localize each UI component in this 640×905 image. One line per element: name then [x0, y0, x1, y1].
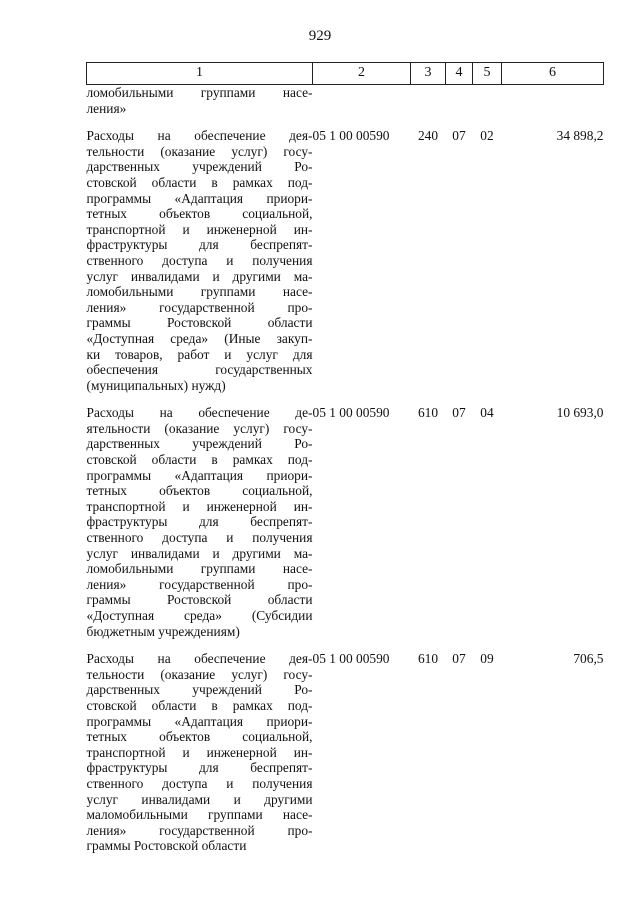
description-line: (муниципальных) нужд): [86, 377, 226, 393]
row-description: [87, 651, 313, 854]
description-line: стовской области в рамках под-: [86, 174, 313, 190]
description-line: стовской области в рамках под-: [86, 697, 313, 713]
description-line: транспортной и инженерной ин-: [86, 221, 313, 237]
row-expense-type: 610: [417, 651, 439, 667]
table-row: [87, 651, 604, 854]
description-line: стовской области в рамках под-: [86, 452, 313, 468]
row-subsection: 02: [480, 128, 494, 144]
description-line: услуг инвалидами и другими ма-: [86, 545, 313, 561]
description-line: граммы Ростовской области: [86, 315, 313, 331]
description-line: тельности (оказание услуг) госу-: [86, 143, 313, 159]
row-description: [87, 128, 313, 393]
description-line: граммы Ростовской области: [86, 592, 313, 608]
description-line: ственного доступа и получения: [86, 775, 313, 791]
description-line: «Доступная среда» (Субсидии: [86, 608, 313, 623]
description-line: обеспечения государственных: [86, 362, 313, 378]
description-line: ственного доступа и получения: [86, 530, 313, 546]
budget-table: [86, 62, 604, 854]
description-line: Расходы на обеспечение де-: [86, 405, 313, 421]
row-description: [87, 405, 313, 639]
table-row: [87, 85, 604, 117]
description-line: граммы Ростовской области: [86, 838, 247, 854]
description-line: Расходы на обеспечение дея-: [86, 128, 313, 144]
description-line: ственного доступа и получения: [86, 252, 313, 268]
description-line: тетных объектов социальной,: [86, 729, 313, 745]
row-spacer-cell: [87, 393, 604, 405]
header-col-2: 2: [313, 63, 411, 85]
description-line: дарственных учреждений Ро-: [86, 159, 313, 175]
description-line: транспортной и инженерной ин-: [86, 498, 313, 514]
description-line: фраструктуры для беспрепят-: [86, 514, 313, 530]
header-col-4: 4: [446, 63, 473, 85]
table-header: [87, 63, 604, 85]
description-line: Расходы на обеспечение дея-: [86, 651, 313, 667]
row-subsection: 04: [480, 405, 494, 421]
description-line: «Доступная среда» (Иные закуп-: [86, 330, 313, 346]
description-line: фраструктуры для беспрепят-: [86, 237, 313, 253]
description-line: программы «Адаптация приори-: [86, 190, 313, 206]
row-code: 05 1 00 00590: [312, 651, 390, 667]
row-amount: 34 898,2: [556, 128, 604, 144]
description-line: тетных объектов социальной,: [86, 483, 313, 499]
description-line: услуг инвалидами и другими: [86, 791, 313, 807]
header-col-1: 1: [87, 63, 313, 85]
header-col-6: 6: [502, 63, 604, 85]
row-spacer: [87, 116, 604, 128]
description-line: транспортной и инженерной ин-: [86, 744, 313, 760]
table-row: [87, 128, 604, 393]
row-code: 05 1 00 00590: [312, 405, 390, 421]
row-expense-type: 240: [417, 128, 439, 144]
row-section: 07: [452, 128, 466, 144]
row-amount: 10 693,0: [556, 405, 604, 421]
row-section: [446, 85, 473, 117]
row-amount: 706,5: [573, 651, 604, 667]
row-amount: [502, 85, 604, 117]
description-line: программы «Адаптация приори-: [86, 713, 313, 729]
row-spacer-cell: [87, 639, 604, 651]
row-spacer: [87, 639, 604, 651]
row-subsection: [473, 85, 502, 117]
description-line: ления» государственной про-: [86, 822, 313, 838]
header-col-3: 3: [411, 63, 446, 85]
row-section: 07: [452, 405, 466, 421]
row-description: [87, 85, 313, 117]
row-expense-type: [411, 85, 446, 117]
description-line: ки товаров, работ и услуг для: [86, 346, 313, 362]
description-line: ления» государственной про-: [86, 576, 313, 592]
description-line: маломобильными группами насе-: [86, 807, 313, 823]
row-section: 07: [452, 651, 466, 667]
row-subsection: 09: [480, 651, 494, 667]
row-spacer-cell: [87, 116, 604, 128]
description-line: ломобильными группами насе-: [86, 561, 313, 577]
table-row: [87, 405, 604, 639]
header-row: [87, 63, 604, 85]
description-line: фраструктуры для беспрепят-: [86, 760, 313, 776]
description-line: ления» государственной про-: [86, 299, 313, 315]
description-line: услуг инвалидами и другими ма-: [86, 268, 313, 284]
header-col-5: 5: [473, 63, 502, 85]
page-number: 929: [308, 28, 332, 44]
description-line: тельности (оказание услуг) госу-: [86, 666, 313, 682]
description-line: тетных объектов социальной,: [86, 206, 313, 222]
description-line: ломобильными группами насе-: [86, 85, 313, 100]
row-spacer: [87, 393, 604, 405]
description-line: ления»: [86, 100, 127, 116]
description-line: ломобильными группами насе-: [86, 284, 313, 300]
description-line: дарственных учреждений Ро-: [86, 682, 313, 698]
row-code: [313, 85, 411, 117]
row-expense-type: 610: [417, 405, 439, 421]
description-line: бюджетным учреждениям): [86, 623, 240, 639]
description-line: программы «Адаптация приори-: [86, 467, 313, 483]
row-code: 05 1 00 00590: [312, 128, 390, 144]
description-line: ятельности (оказание услуг) госу-: [86, 420, 313, 436]
description-line: дарственных учреждений Ро-: [86, 436, 313, 452]
table-body: [87, 85, 604, 854]
